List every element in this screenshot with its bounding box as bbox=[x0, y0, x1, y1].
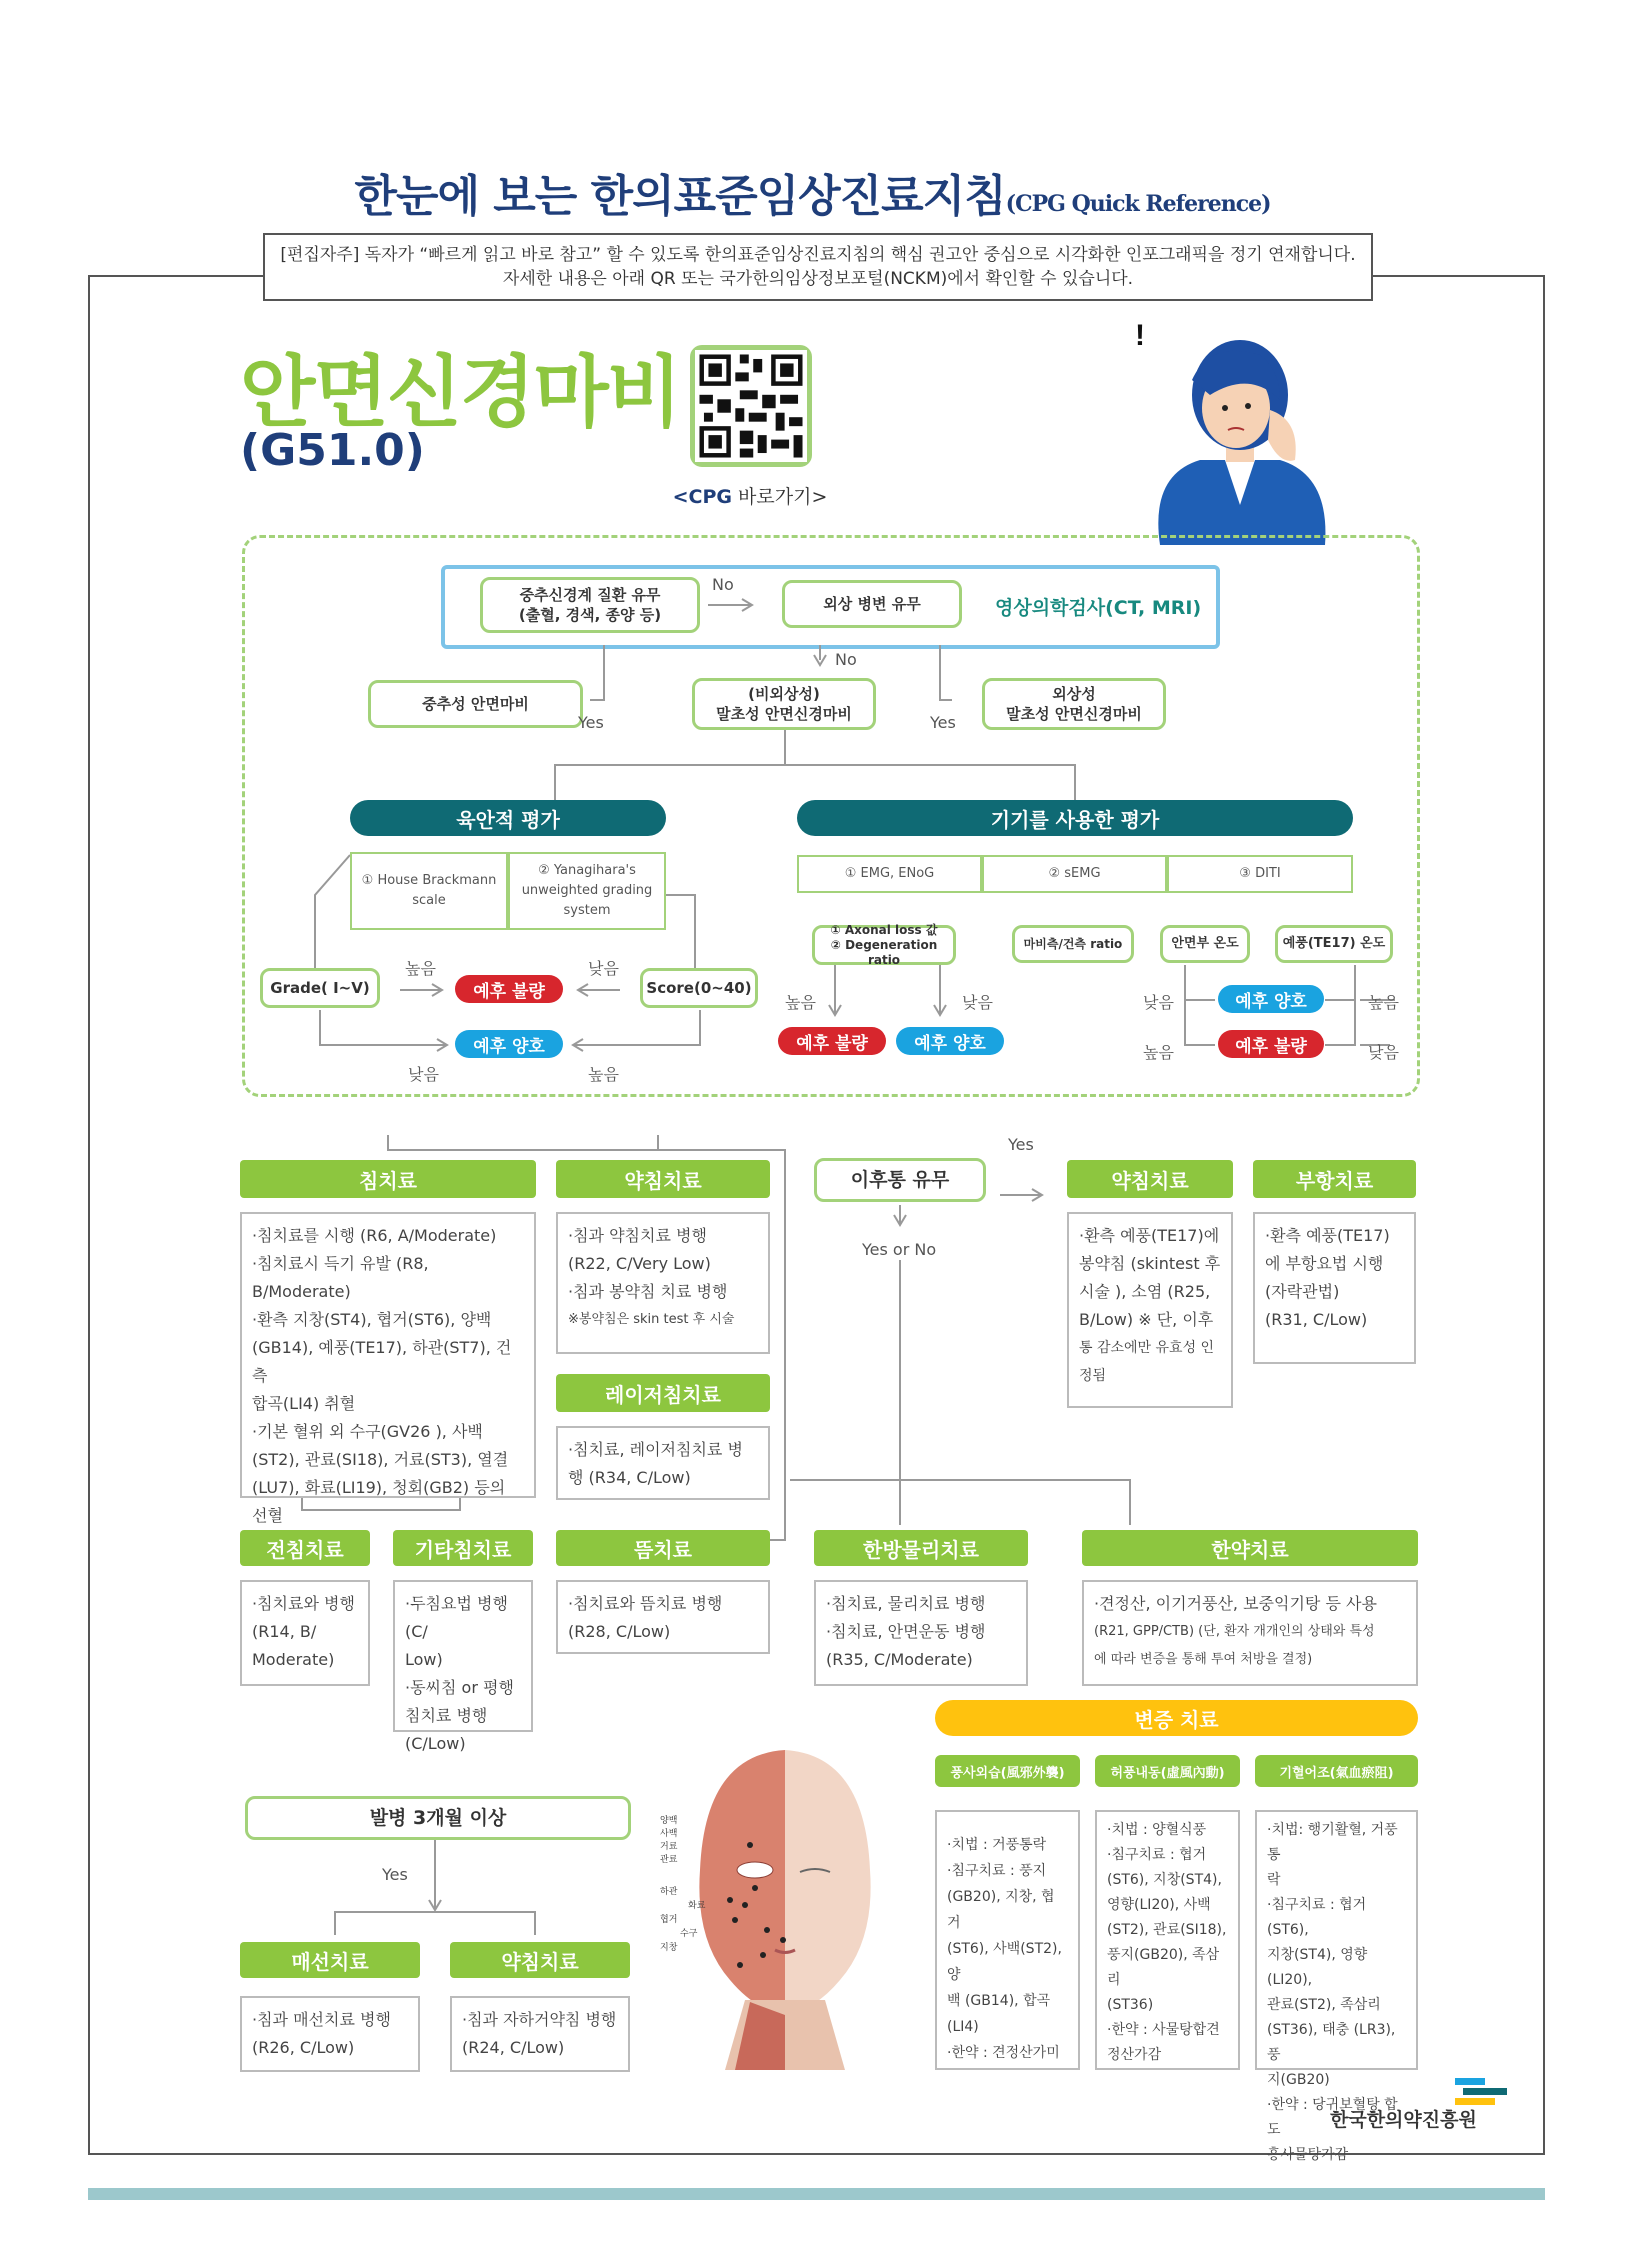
face-temp-box: 안면부 온도 bbox=[1160, 925, 1250, 963]
moxibustion-text: ·침치료와 뜸치료 병행 (R28, C/Low) bbox=[556, 1580, 770, 1654]
poor-prognosis-2: 예후 불량 bbox=[778, 1027, 886, 1055]
face-labels-lower: 하관 화료 협거 수구 지창 bbox=[660, 1887, 706, 1953]
visual-eval-header: 육안적 평가 bbox=[350, 800, 666, 836]
post-auricular-pain-box: 이후통 유무 bbox=[814, 1158, 986, 1202]
pattern2-header: 허풍내동(虛風內動) bbox=[1095, 1755, 1240, 1787]
other-acupuncture-text: ·두침요법 병행(C/ Low) ·동씨침 or 평행 침치료 병행 (C/Low) bbox=[393, 1580, 533, 1732]
laser-header: 레이저침치료 bbox=[556, 1374, 770, 1412]
low-label-3: 낮음 bbox=[962, 993, 993, 1012]
disease-name: 안면신경마비 bbox=[240, 348, 681, 438]
trauma-box: 외상 병변 유무 bbox=[782, 580, 962, 628]
page-title: 한눈에 보는 한의표준임상진료지침(CPG Quick Reference) bbox=[354, 171, 1271, 222]
central-palsy-box: 중추성 안면마비 bbox=[368, 680, 583, 728]
electroacupuncture-header: 전침치료 bbox=[240, 1530, 370, 1566]
svg-text:!: ! bbox=[1135, 319, 1145, 352]
herbal-text: ·견정산, 이기거풍산, 보중익기탕 등 사용 (R21, GPP/CTB) (단, 환자 개개인의 상태와 특성 에 따라 변증을 통해 투여 처방을 결정) bbox=[1082, 1580, 1418, 1686]
pharmacopuncture2-text: ·환측 예풍(TE17)에 봉약침 (skintest 후 시술 ), 소염 (R25, B/Low) ※ 단, 이후 통 감소에만 유효성 인 정됨 bbox=[1067, 1212, 1233, 1408]
yes-label-2: Yes bbox=[930, 713, 956, 732]
good-prognosis-2: 예후 양호 bbox=[896, 1027, 1004, 1055]
onset-yes-label: Yes bbox=[382, 1865, 408, 1884]
no-label-2: No bbox=[835, 650, 857, 669]
pattern1-text: ·치법 : 거풍통락 ·침구치료 : 풍지 (GB20), 지창, 협거 (ST6), 사백(ST2), 양 백 (GB14), 합곡(LI4) ·한약 : 견정산가미 bbox=[935, 1810, 1080, 2070]
semg: ② sEMG bbox=[982, 855, 1167, 893]
pharmacopuncture3-header: 약침치료 bbox=[450, 1942, 630, 1978]
onset-3-months-box: 발병 3개월 이상 bbox=[245, 1796, 631, 1840]
pattern1-header: 풍사외습(風邪外襲) bbox=[935, 1755, 1080, 1787]
organization-logo: 한국한의약진흥원 bbox=[1330, 2109, 1477, 2131]
pain-yesno-label: Yes or No bbox=[862, 1240, 937, 1259]
no-label-1: No bbox=[712, 575, 734, 594]
good-prognosis-1: 예후 양호 bbox=[455, 1030, 563, 1058]
yes-label-1: Yes bbox=[578, 713, 604, 732]
pain-yes-label: Yes bbox=[1008, 1135, 1034, 1154]
catgut-header: 매선치료 bbox=[240, 1942, 420, 1978]
low-label-1: 낮음 bbox=[588, 959, 619, 978]
yanagihara: ② Yanagihara's unweighted grading system bbox=[508, 852, 666, 930]
poor-prognosis-3: 예후 불량 bbox=[1218, 1030, 1324, 1058]
moxibustion-header: 뜸치료 bbox=[556, 1530, 770, 1566]
physiotherapy-header: 한방물리치료 bbox=[814, 1530, 1028, 1566]
ratio-box: 마비측/건측 ratio bbox=[1012, 925, 1134, 963]
trauma-palsy-box: 외상성 말초성 안면신경마비 bbox=[982, 678, 1166, 730]
good-prognosis-3: 예후 양호 bbox=[1218, 985, 1324, 1013]
axonal-box: ① Axonal loss 값 ② Degeneration ratio bbox=[812, 925, 956, 965]
pharmacopuncture-text: ·침과 약침치료 병행 (R22, C/Very Low) ·침과 봉약침 치료 병행 ※봉약침은 skin test 후 시술 bbox=[556, 1212, 770, 1354]
nontrauma-palsy-box: (비외상성) 말초성 안면신경마비 bbox=[692, 678, 876, 730]
acupuncture-header: 침치료 bbox=[240, 1160, 536, 1198]
grade-box: Grade( Ⅰ~Ⅴ) bbox=[260, 968, 380, 1008]
score-box: Score(0~40) bbox=[640, 968, 758, 1008]
cupping-text: ·환측 예풍(TE17) 에 부항요법 시행 (자락관법) (R31, C/Low) bbox=[1253, 1212, 1416, 1364]
te17-temp-box: 예풍(TE17) 온도 bbox=[1275, 925, 1393, 963]
pharmacopuncture2-header: 약침치료 bbox=[1067, 1160, 1233, 1198]
cupping-header: 부항치료 bbox=[1253, 1160, 1416, 1198]
diti: ③ DITI bbox=[1167, 855, 1353, 893]
pharmacopuncture-header: 약침치료 bbox=[556, 1160, 770, 1198]
high-label-2: 높음 bbox=[588, 1065, 619, 1084]
pattern-treatment-header: 변증 치료 bbox=[935, 1700, 1418, 1736]
editor-line-1: [편집자주] 독자가 “빠르게 읽고 바로 참고” 할 수 있도록 한의표준임상진료지침의 핵심 권고안 중심으로 시각화한 인포그래픽을 정기 연재합니다. bbox=[280, 245, 1356, 265]
herbal-header: 한약치료 bbox=[1082, 1530, 1418, 1566]
qr-label: <CPG 바로가기> bbox=[672, 486, 828, 508]
low-label-5: 낮음 bbox=[1368, 1043, 1399, 1062]
house-brackmann: ① House Brackmann scale bbox=[350, 852, 508, 930]
face-labels: 양백 사백 거료 관료 bbox=[660, 1816, 678, 1865]
instrument-eval-header: 기기를 사용한 평가 bbox=[797, 800, 1353, 836]
physiotherapy-text: ·침치료, 물리치료 병행 ·침치료, 안면운동 병행 (R35, C/Moderate) bbox=[814, 1580, 1028, 1686]
low-label-2: 낮음 bbox=[408, 1065, 439, 1084]
pattern2-text: ·치법 : 양혈식풍 ·침구치료 : 협거 (ST6), 지창(ST4), 영향(LI20), 사백 (ST2), 관료(SI18), 풍지(GB20), 족삼리 (ST36) ·한약 : 사물탕합견 정산가감 bbox=[1095, 1810, 1240, 2070]
high-label-5: 높음 bbox=[1368, 993, 1399, 1012]
disease-code: (G51.0) bbox=[240, 425, 425, 476]
other-acupuncture-header: 기타침치료 bbox=[393, 1530, 533, 1566]
pattern3-header: 기혈어조(氣血瘀阻) bbox=[1255, 1755, 1418, 1787]
poor-prognosis-1: 예후 불량 bbox=[455, 975, 563, 1003]
low-label-4: 낮음 bbox=[1143, 993, 1174, 1012]
laser-text: ·침치료, 레이저침치료 병 행 (R34, C/Low) bbox=[556, 1426, 770, 1500]
acupuncture-text: ·침치료를 시행 (R6, A/Moderate) ·침치료시 득기 유발 (R8, B/Moderate) ·환측 지창(ST4), 협거(ST6), 양백 (GB14), 예풍(TE17), 하관(ST7), 건측 합곡(LI4) 취혈 ·기본 혈위 외 수구(GV26 ), 사백 (ST2), 관료(SI18), 거료(ST3), 열결 (LU7), 화료(LI19), 청회(GB2) 등의 선혈 bbox=[240, 1212, 536, 1498]
high-label-4: 높음 bbox=[1143, 1043, 1174, 1062]
editor-line-2: 자세한 내용은 아래 QR 또는 국가한의임상정보포털(NCKM)에서 확인할 수 있습니다. bbox=[502, 269, 1134, 289]
footer-bar bbox=[88, 2188, 1545, 2200]
emg-enog: ① EMG, ENoG bbox=[797, 855, 982, 893]
central-nervous-box: 중추신경계 질환 유무 (출혈, 경색, 종양 등) bbox=[480, 577, 700, 633]
pattern3-text: ·치법: 행기활혈, 거풍통 락 ·침구치료 : 협거(ST6), 지창(ST4), 영향(LI20), 관료(ST2), 족삼리 (ST36), 태충 (LR3), 풍 지(GB20) ·한약 : 당귀보혈탕 합도 홍사물탕가감 bbox=[1255, 1810, 1418, 2070]
pharmacopuncture3-text: ·침과 자하거약침 병행 (R24, C/Low) bbox=[450, 1996, 630, 2072]
imaging-label: 영상의학검사(CT, MRI) bbox=[995, 597, 1202, 619]
high-label-1: 높음 bbox=[405, 959, 436, 978]
catgut-text: ·침과 매선치료 병행 (R26, C/Low) bbox=[240, 1996, 420, 2072]
high-label-3: 높음 bbox=[785, 993, 816, 1012]
electroacupuncture-text: ·침치료와 병행 (R14, B/ Moderate) bbox=[240, 1580, 370, 1686]
